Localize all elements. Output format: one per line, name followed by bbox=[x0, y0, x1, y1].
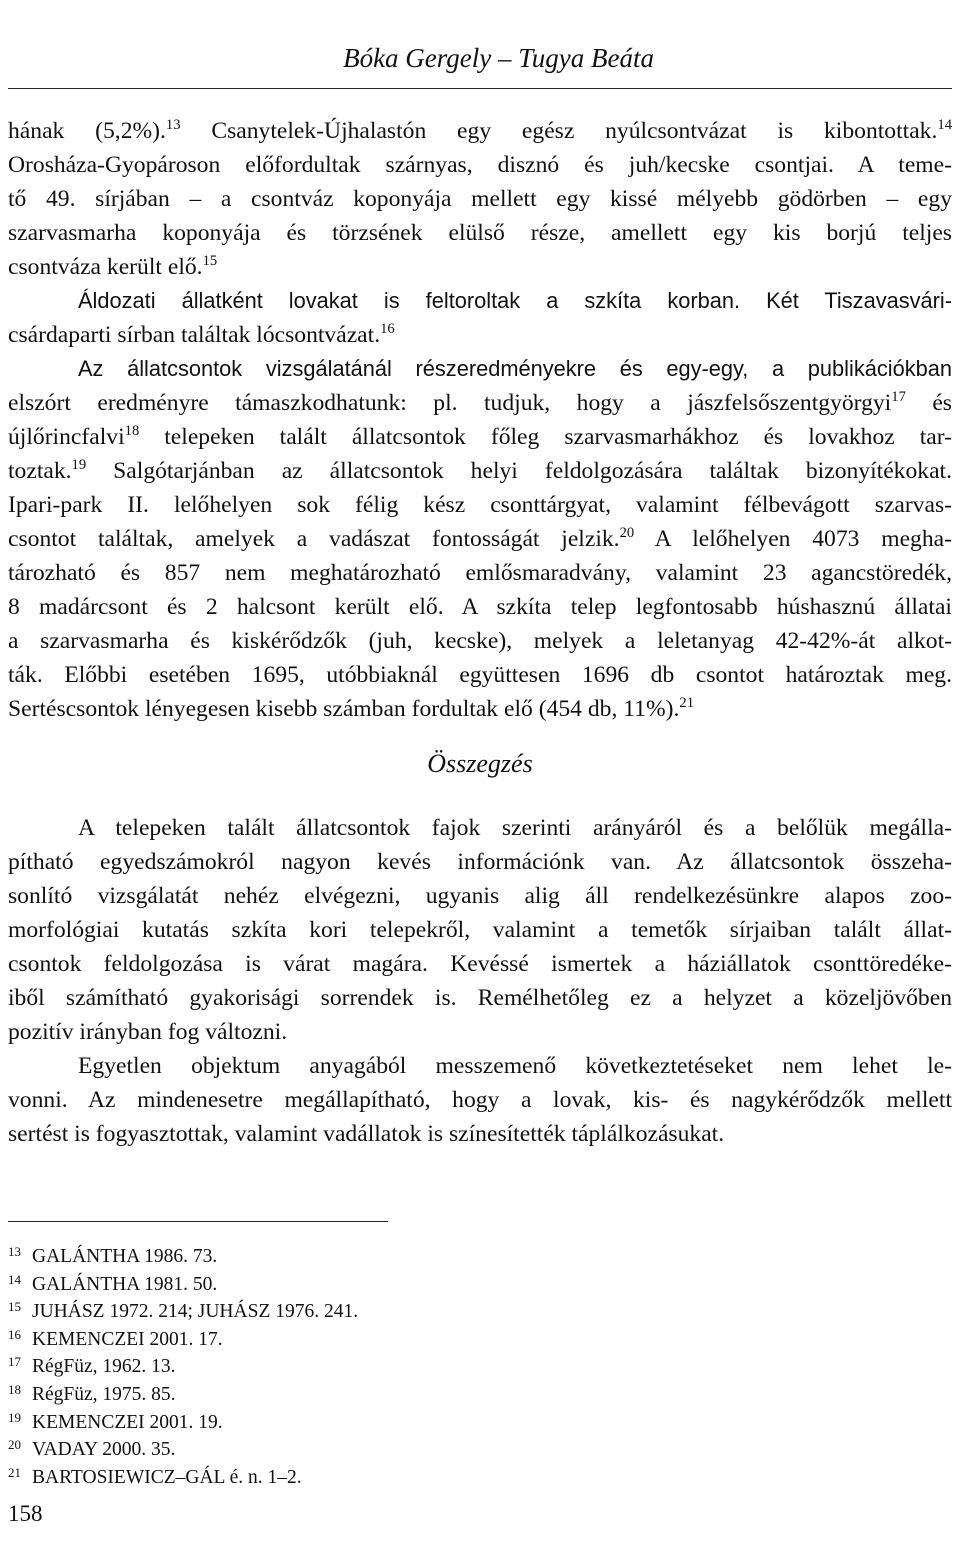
footnote-number: 19 bbox=[8, 1409, 21, 1425]
footnote-text: RégFüz, 1975. 85. bbox=[32, 1383, 176, 1405]
text-line: ták. Előbbi esetében 1695, utóbbiaknál együttesen 1696 db csontot határoztak meg. bbox=[8, 662, 952, 688]
text-run: elszórt eredményre támaszkodhatunk: pl. tudjuk, hogy a jászfelsőszentgyörgyi bbox=[8, 390, 892, 416]
section-heading: Összegzés bbox=[427, 749, 533, 778]
footnote-number: 17 bbox=[8, 1354, 21, 1370]
text-line: iből számítható gyakorisági sorrendek is. Remélhetőleg ez a helyzet a közeljövőben bbox=[8, 985, 952, 1011]
text-run: toztak. bbox=[8, 458, 72, 484]
footnote-number: 21 bbox=[8, 1464, 21, 1480]
text-run: Salgótarjánban az állatcsontok helyi feldolgozására találtak bizonyítékokat. bbox=[86, 458, 952, 484]
footnote-number: 20 bbox=[8, 1437, 21, 1453]
text-line bbox=[8, 386, 952, 420]
text-line bbox=[8, 420, 952, 454]
footnote-text: GALÁNTHA 1981. 50. bbox=[32, 1273, 218, 1295]
text-line: Ipari-park II. lelőhelyen sok félig kész csonttárgyat, valamint félbevágott szarvas- bbox=[8, 492, 952, 518]
section-body bbox=[8, 811, 952, 1151]
footnote-ref[interactable]: 18 bbox=[124, 422, 140, 439]
text-line bbox=[8, 692, 952, 726]
text-line: a szarvasmarha és kiskérődzők (juh, kecske), melyek a leletanyag 42-42%-át alkot- bbox=[8, 628, 952, 654]
footnote bbox=[8, 1293, 608, 1321]
text-run: telepeken talált állatcsontok főleg szarvasmarhákhoz és lovakhoz tar- bbox=[139, 424, 952, 450]
footnote-ref[interactable]: 13 bbox=[165, 116, 181, 133]
footnote bbox=[8, 1459, 608, 1487]
text-line: 8 madárcsont és 2 halcsont került elő. A szkíta telep legfontosabb húshasznú állatai bbox=[8, 594, 952, 620]
footnote-number: 14 bbox=[8, 1271, 21, 1287]
footnote-ref[interactable]: 21 bbox=[679, 694, 694, 711]
text-line: pítható egyedszámokról nagyon kevés információnk van. Az állatcsontok összeha- bbox=[8, 849, 952, 875]
text-line: Orosháza-Gyopároson előfordultak szárnyas, disznó és juh/kecske csontjai. A teme- bbox=[8, 152, 952, 178]
footnote bbox=[8, 1266, 608, 1294]
footnote-number: 18 bbox=[8, 1381, 21, 1397]
text-run: Csanytelek-Újhalastón egy egész nyúlcsontvázat is kibontottak. bbox=[180, 118, 938, 144]
footnote-number: 13 bbox=[8, 1244, 21, 1259]
text-line: sertést is fogyasztottak, valamint vadállatok is színesítették táplálkozásukat. bbox=[8, 1121, 725, 1147]
footnote-ref[interactable]: 16 bbox=[380, 320, 395, 337]
text-line: Egyetlen objektum anyagából messzemenő következtetéseket nem lehet le- bbox=[78, 1053, 952, 1079]
text-run: csontot találtak, amelyek a vadászat fontosságát jelzik. bbox=[8, 526, 620, 552]
body-text bbox=[8, 114, 952, 726]
footnote bbox=[8, 1431, 608, 1459]
footnote-text: KEMENCZEI 2001. 17. bbox=[32, 1328, 223, 1350]
text-run: A lelőhelyen 4073 megha- bbox=[634, 526, 952, 552]
text-line: vonni. Az mindenesetre megállapítható, hogy a lovak, kis- és nagykérődzők mellett bbox=[8, 1087, 952, 1113]
footnote-number: 15 bbox=[8, 1299, 21, 1315]
text-line: Az állatcsontok vizsgálatánál részeredményekre és egy-egy, a publikációkban bbox=[78, 356, 952, 381]
footnote-text: BARTOSIEWICZ–GÁL é. n. 1–2. bbox=[32, 1466, 302, 1488]
footnotes bbox=[8, 1238, 608, 1486]
footnote-ref[interactable]: 17 bbox=[891, 388, 906, 405]
footnote-text: JUHÁSZ 1972. 214; JUHÁSZ 1976. 241. bbox=[32, 1301, 359, 1323]
text-line: tő 49. sírjában – a csontváz koponyája mellett egy kissé mélyebb gödörben – egy bbox=[8, 186, 952, 212]
text-run: újlőrincfalvi bbox=[8, 424, 125, 450]
footnote-number: 16 bbox=[8, 1326, 21, 1342]
header-rule bbox=[8, 88, 952, 89]
text-line bbox=[8, 114, 952, 148]
page-number: 158 bbox=[8, 1501, 43, 1526]
text-line: szarvasmarha koponyája és törzsének elülső része, amellett egy kis borjú teljes bbox=[8, 220, 952, 246]
footnote bbox=[8, 1376, 608, 1404]
text-line bbox=[8, 522, 952, 556]
text-run: csárdaparti sírban találtak lócsontvázat. bbox=[8, 322, 381, 348]
text-line: Áldozati állatként lovakat is feltoroltak a szkíta korban. Két Tiszavasvári- bbox=[78, 288, 952, 313]
footnote-ref[interactable]: 20 bbox=[619, 524, 635, 541]
footnote-ref[interactable]: 14 bbox=[937, 116, 952, 133]
text-line: csontok feldolgozása is várat magára. Kevéssé ismertek a háziállatok csonttöredéke- bbox=[8, 951, 952, 977]
text-line bbox=[8, 250, 952, 284]
footnote-ref[interactable]: 15 bbox=[202, 252, 218, 269]
footnote-text: VADAY 2000. 35. bbox=[32, 1439, 176, 1461]
footnote bbox=[8, 1404, 608, 1432]
footnote bbox=[8, 1348, 608, 1376]
text-line: morfológiai kutatás szkíta kori telepekről, valamint a temetők sírjaiban talált állat- bbox=[8, 917, 952, 943]
footnote-text: GALÁNTHA 1986. 73. bbox=[32, 1246, 218, 1267]
text-run: csontváza került elő. bbox=[8, 254, 203, 280]
text-line: A telepeken talált állatcsontok fajok szerinti arányáról és a belőlük megálla- bbox=[78, 815, 952, 841]
text-line: sonlító vizsgálatát nehéz elvégezni, ugyanis alig áll rendelkezésünkre alapos zoo- bbox=[8, 883, 952, 909]
footnote bbox=[8, 1238, 608, 1266]
text-run: Sertéscsontok lényegesen kisebb számban fordultak elő (454 db, 11%). bbox=[8, 696, 680, 722]
text-run: és bbox=[905, 390, 952, 416]
text-line: tározható és 857 nem meghatározható emlősmaradvány, valamint 23 agancstöredék, bbox=[8, 560, 952, 586]
text-line: pozitív irányban fog változni. bbox=[8, 1019, 288, 1045]
text-run: hának (5,2%). bbox=[8, 118, 166, 144]
footnote-rule bbox=[8, 1221, 388, 1222]
footnote-text: KEMENCZEI 2001. 19. bbox=[32, 1411, 223, 1433]
text-line bbox=[8, 454, 952, 488]
footnote-text: RégFüz, 1962. 13. bbox=[32, 1356, 176, 1378]
footnote-ref[interactable]: 19 bbox=[71, 456, 87, 473]
running-header: Bóka Gergely – Tugya Beáta bbox=[343, 43, 654, 73]
text-line bbox=[8, 318, 952, 352]
footnote bbox=[8, 1321, 608, 1349]
